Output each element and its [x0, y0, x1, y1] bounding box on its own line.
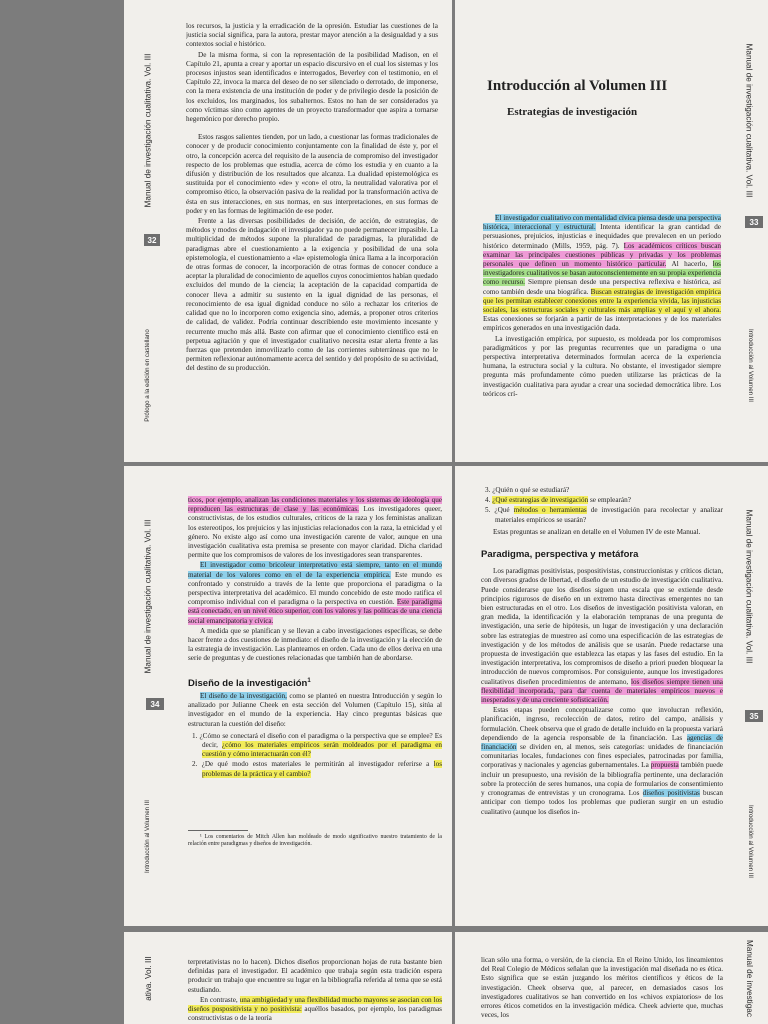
- volume-title: Introducción al Volumen III: [487, 78, 668, 94]
- highlight-blue: agencias de financiación: [481, 733, 723, 752]
- page-33: [455, 0, 768, 462]
- body-text: los recursos, la justicia y la erradicación de la opresión. Estudiar las cuestiones de la justicia social significa, para la autora, prestar mayor atención a la desigualdad y a sus contextos social e histórico. De la misma forma, si con la representación de la posibilidad Madison, en el Capítulo 21, apunta a crear y aportar un espacio discursivo en el cual los sistemas y los procesos injustos sean identificados e interrogados, Beverley con el testimonio, en el Capítulo 22, invoca la marca del deseo de no ser silenciado o derrotado, de imponerse, con la mera existencia de una institución de poder y de privilegio desde la posición de los excluidos, los marginados, los subalternos. Estos no han de ser considerados ya como víctimas sino como agentes de un proyecto transformador que aspira a tornarse hegemónico por derecho propio. Estos rasgos salientes tienden, por un lado, a cuestionar las formas tradicionales de conocer y de producir conocimiento conjuntamente con la finalidad de éste y, por el otro, la concepción acerca del requisito de la ausencia de compromiso del investigador respecto de los problemas que estudia, acerca de cómo los estudia y en cuanto a la difusión y distribución de los resultados que alcanza. La dualidad epistemológica es sustituida por el conocimiento «de» y «con» el otro, la neutralidad valorativa por el compromiso ético, la observación pasiva de la realidad por la transformación activa de ésta en sus interacciones, en sus normas, en sus interpretaciones, en sus formas de poder y en las formas de legitimación de ese poder. Frente a las diversas posibilidades de decisión, de acción, de estrategias, de métodos y modos de indagación el investigador ya no puede permanecer impasible. La multiplicidad de métodos supone la pluralidad de paradigmas, la pluralidad de paradigmas abre el cuestionamiento a la exigencia y posibilidad de una sola epistemología, el cuestionamiento a «la» epistemología única llama a la incorporación de otras formas de conocer, la incorporación de otras formas de conocer conduce a aceptar la pluralidad de conocimiento de aquellos cuyos conocimientos habían quedado excluidos del mundo de la ciencia; la aceptación de la capacidad compartida de conocer lleva a admitir su sustento en la igual dignidad de las personas, el reconocimiento de esa igual dignidad conduce no sólo a rechazar los criterios de calidad que no lo incorporen como exigencia sino, además, a proponer otros criterios de calidad, de validez. Podría continuar describiendo este movimiento incesante y recurrente mucho más allá. Baste con afirmar que el conocimiento científico está en perpetua agitación y que el investigador cualitativo necesita estar alerta frente a las fuerzas que pretenden inmovilizarlo como de las corrientes subterráneas que no le permiten reflexionar autónomamente acerca del sentido y del propósito de su actividad, del destino de su producción.: [186, 22, 438, 373]
- highlight-yellow: ¿Qué estrategias de investigación: [492, 496, 589, 505]
- body-text: 3. ¿Quién o qué se estudiará? 4. ¿Qué estrategias de investigación se emplearán? 5. ¿Qué métodos o herramientas de investigación para recolectar y analizar materiales empíricos se usarán? Estas preguntas se analizan en detalle en el Volumen IV de este Manual. Paradigma, perspectiva y metáfora Los paradigmas positivistas, pospositivistas, construccionistas y críticos dictan, con diversos grados de libertad, el diseño de un estudio de investigación cualitativa. Puede considerarse que los diseños siguen una escala que se extiende desde principios rigurosos de diseño en un extremo hasta directivas emergentes no tan bien estructuradas en el otro. Los diseños de investigación positivista valoran, en gran medida, la identificación y la elaboración tempranas de una pregunta de investigación, una serie de hipótesis, un lugar de investigación y una declaración sobre las estrategias de muestreo así como una especificación de las estrategias de investigación y de los métodos de análisis que se usarán. Puede redactarse una propuesta de investigación que establezca las etapas y las fases del estudio. En la investigación interpretativa, los compromisos de diseño a priori pueden bloquear la introducción de nuevos compromisos. Por consiguiente, aunque los investigadores cualitativos diseñen procedimientos de antemano, los diseños siempre tienen una flexibilidad incorporada, para dar cuenta de materiales empíricos nuevos e inesperados y de una creciente sofisticación. Estas etapas pueden conceptualizarse como que involucran reflexión, planificación, ingreso, recolección de datos, retiro del campo, análisis y formulación. Cheek observa que el grado de detalle incluido en la propuesta variará dependiendo de la agencia responsable de la financiación. Las agencias de financiación se dividen en, al menos, seis categorías: unidades de financiación comunitarias locales, fundaciones con fines especiales, patrocinadas por familia, corporativas y nacionales y agencias gubernamentales. La propuesta también puede incluir un presupuesto, una revisión de la bibliografía pertinente, una declaración sobre la protección de seres humanos, una copia de formularios de consentimiento y cronogramas de entrevistas y un cronograma. Los diseños positivistas buscan anticipar con tiempo todos los problemas que pudieran surgir en un estudio cualitativo (aunque los diseños in-: [481, 486, 723, 816]
- page-number: 35: [745, 710, 763, 722]
- highlight-pink: ticos, por ejemplo, analizan las condiciones materiales y los sistemas de ideología que reproducen las estructuras de clase y las económicas.: [188, 496, 442, 514]
- highlight-yellow: Buscan estrategias de investigación empírica que les permitan establecer conexiones entre la experiencia vivida, las injusticias sociales, las estructuras sociales y culturales más amplias y el aquí y el ahora.: [483, 287, 721, 315]
- page-37-partial: [455, 932, 768, 1024]
- footnote: ¹ Los comentarios de Mitch Allen han moldeado de modo significativo nuestro tratamiento de la relación entre paradigmas y diseños de investigación.: [188, 833, 442, 847]
- highlight-green: los investigadores cualitativos se basan autoconscientemente en su propia experiencia como recurso.: [483, 260, 721, 287]
- page-34: [124, 466, 452, 926]
- page-35: [455, 466, 768, 926]
- body-text: lican sólo una forma, o versión, de la ciencia. En el Reino Unido, los lineamientos del Real Colegio de Médicos señalan que la investigación mal diseñada no es ética. Esto significa que se están juzgando los méritos científicos y éticos de la investigación. Cheek observa que, al parecer, en demasiados casos los investigadores cualitativos se han convertido en los «chivos expiatorios» de los errores éticos cometidos en la investigación médica. Cheek advierte que, muchas veces, los: [481, 956, 723, 1020]
- design-question-4: 4. ¿Qué estrategias de investigación se emplearán?: [485, 496, 631, 505]
- highlight-yellow: una ambigüedad y una flexibilidad mucho mayores se asocian con los diseños pospositivista y no positivista:: [188, 995, 442, 1014]
- section-heading: Diseño de la investigación$^1$: [188, 677, 311, 689]
- design-question-1: 1. ¿Cómo se conectará el diseño con el paradigma o la perspectiva que se emplee? Es decir, ¿cómo los materiales empíricos serán moldeados por el paradigma en cuestión y cómo interactuarán con él?: [192, 731, 442, 759]
- running-header-vertical: Manual de investigación cualitativa. Vol. III: [744, 509, 754, 663]
- page-32: [124, 0, 452, 462]
- running-header-vertical: ativa. Vol. III: [143, 955, 153, 1001]
- running-header-vertical: Manual de investigac: [744, 939, 754, 1017]
- highlight-yellow: los problemas de la práctica y el cambio?: [202, 760, 442, 778]
- section-title-vertical: Introducción al Volumen III: [746, 328, 754, 402]
- highlight-pink: Los académicos críticos buscan examinar las principales cuestiones públicas y privadas y los problemas personales que definen un momento histórico particular.: [483, 241, 721, 269]
- design-question-2: 2. ¿De qué modo estos materiales le permitirán al investigador referirse a los problemas de la práctica y el cambio?: [192, 760, 442, 778]
- highlight-blue: El diseño de la investigación,: [200, 692, 287, 701]
- running-header-vertical: Manual de investigación cualitativa. Vol. III: [143, 53, 153, 207]
- page-number: 34: [146, 698, 164, 710]
- body-text: terpretativistas no lo hacen). Dichos diseños proporcionan hojas de ruta bastante bien definidas para el investigador. El académico que trabaja según esta tradición espera producir un trabajo que encuentre su lugar en la bibliografía referida al tema que se está estudiando. En contraste, una ambigüedad y una flexibilidad mucho mayores se asocian con los diseños pospositivista y no positivista: aquéllos basados, por ejemplo, los paradigmas constructivistas o de la teoría: [188, 958, 442, 1023]
- body-text: El investigador cualitativo con mentalidad cívica piensa desde una perspectiva histórica, interaccional y estructural. Intenta identificar la gran cantidad de persuasiones, prejuicios, injusticias e inequidades que prevalecen en un período histórico determinado (Mills, 1959, pág. 7). Los académicos críticos buscan examinar las principales cuestiones públicas y privadas y los problemas personales que definen un momento histórico particular. Al hacerlo, los investigadores cualitativos se basan autoconscientemente en su propia experiencia como recurso. Siempre piensan desde una perspectiva reflexiva e histórica, así como también desde una biográfica. Buscan estrategias de investigación empírica que les permitan establecer conexiones entre la experiencia vivida, las injusticias sociales, las estructuras sociales y culturales más amplias y el aquí y el ahora. Estas conexiones se forjarán a partir de las interpretaciones y de los materiales empíricos generados en una investigación dada. La investigación empírica, por supuesto, es moldeada por los compromisos paradigmáticos y por las preguntas recurrentes que un paradigma o una perspectiva interpretativa determinados formulan acerca de la experiencia humana, la estructura social y la cultura. No obstante, el investigador siempre pregunta más profundamente cómo pueden utilizarse las prácticas de la investigación cualitativa para ayudar a crear una sociedad democrática libre. Los teóricos crí-: [483, 214, 721, 398]
- highlight-yellow: métodos o herramientas: [513, 506, 587, 515]
- highlight-pink: propuesta: [650, 761, 679, 770]
- highlight-pink: los diseños siempre tienen una flexibilidad incorporada, para dar cuenta de materiales empíricos nuevos e inesperados y de una creciente sofisticación.: [481, 677, 723, 705]
- page-number: 32: [144, 234, 160, 246]
- section-heading: Paradigma, perspectiva y metáfora: [481, 549, 639, 561]
- volume-subtitle: Estrategias de investigación: [507, 106, 638, 118]
- highlight-blue: El investigador como bricoleur interpretativo está siempre, tanto en el mundo material de los valores como en el de la experiencia empírica.: [188, 561, 442, 579]
- highlight-yellow: ¿cómo los materiales empíricos serán moldeados por el paradigma en cuestión y cómo interactuarán con él?: [202, 741, 442, 759]
- page-number: 33: [745, 216, 763, 228]
- page-36-partial: [124, 932, 452, 1024]
- section-title-vertical: Introducción al Volumen III: [143, 799, 151, 873]
- section-title-vertical: Introducción al Volumen III: [746, 804, 754, 878]
- design-question-3: 3. ¿Quién o qué se estudiará?: [485, 486, 570, 494]
- running-header-vertical: Manual de investigación cualitativa. Vol. III: [744, 43, 754, 197]
- design-question-5: 5. ¿Qué métodos o herramientas de investigación para recolectar y analizar materiales empíricos se usarán?: [485, 506, 723, 524]
- running-header-vertical: Manual de investigación cualitativa. Vol. III: [143, 519, 153, 673]
- highlight-blue: diseños positivistas: [642, 789, 700, 798]
- highlight-blue: El investigador cualitativo con mentalidad cívica piensa desde una perspectiva histórica, interaccional y estructural.: [483, 214, 721, 232]
- highlight-pink: Este paradigma está conectado, en un nivel ético superior, con los valores y las políticas de una ciencia social emancipatoria y cívica.: [188, 598, 442, 625]
- body-text: ticos, por ejemplo, analizan las condiciones materiales y los sistemas de ideología que reproducen las estructuras de clase y las económicas. Los investigadores queer, constructivistas, de los estudios culturales, críticos de la raza y los feministas analizan los estereotipos, los prejuicios y las injusticias relacionados con la raza, la etnicidad y el género. No existe algo así como una investigación carente de valor, aunque en una investigación cualitativa esta premisa se presente con mayor claridad. Dicha claridad permite que los compromisos de valores de los investigadores sean transparentes. El investigador como bricoleur interpretativo está siempre, tanto en el mundo material de los valores como en el de la experiencia empírica. Este mundo es confrontado y construido a través de la lente que proporciona el paradigma o la perspectiva interpretativa del académico. El mundo concebido de este modo ratifica el compromiso individual con el paradigma o la perspectiva en cuestión. Este paradigma está conectado, en un nivel ético superior, con los valores y las políticas de una ciencia social emancipatoria y cívica. A medida que se planifican y se llevan a cabo investigaciones específicas, se debe hacer frente a dos cuestiones de inmediato: el diseño de la investigación y la elección de la estrategia de investigación. Las planteamos en orden. Cada uno de ellos deriva en una serie de preguntas y de cuestiones relacionadas que también han de abordarse. Diseño de la investigación$^1$ El diseño de la investigación, como se planteó en nuestra Introducción y según lo analizado por Julianne Cheek en esta sección del Volumen (Capítulo 15), sitúa al investigador en el mundo de la experiencia. Hay cinco preguntas básicas que estructuran la cuestión del diseño: 1. ¿Cómo se conectará el diseño con el paradigma o la perspectiva que se emplee? Es decir, ¿cómo los materiales empíricos serán moldeados por el paradigma en cuestión y cómo interactuarán con él? 2. ¿De qué modo estos materiales le permitirán al investigador referirse a los problemas de la práctica y el cambio? ¹ Los comentarios de Mitch Allen han moldeado de modo significativo nuestro tratamiento de la relación entre paradigmas y diseños de investigación.: [188, 496, 442, 847]
- section-title-vertical: Prólogo a la edición en castellano: [143, 328, 151, 422]
